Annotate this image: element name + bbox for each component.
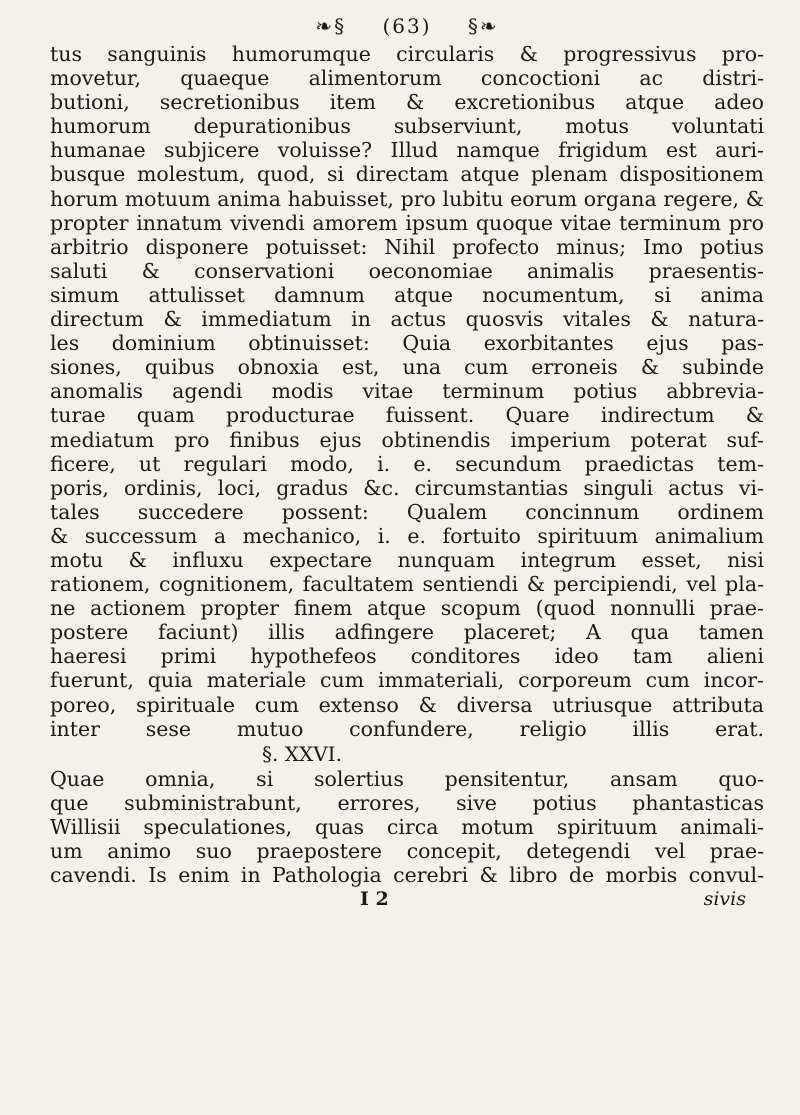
text-line: tus sanguinis humorumque circularis & progressivus pro- bbox=[50, 42, 764, 66]
text-line: rationem, cognitionem, facultatem sentiendi & percipiendi, vel pla- bbox=[50, 572, 764, 597]
text-line: arbitrio disponere potuisset: Nihil profecto minus; Imo potius bbox=[50, 234, 764, 259]
text-line: que subministrabunt, errores, sive potius phantasticas bbox=[50, 790, 764, 815]
paragraph-1 bbox=[50, 42, 764, 741]
text-line: saluti & conservationi oeconomiae animalis praesentis- bbox=[50, 258, 764, 283]
text-line: movetur, quaeque alimentorum concoctioni ac distri- bbox=[50, 66, 764, 91]
text-line: tales succedere possent: Qualem concinnum ordinem bbox=[50, 499, 764, 524]
text-line: poreo, spirituale cum extenso & diversa utriusque attributa bbox=[50, 692, 764, 717]
text-line: Quae omnia, si solertius pensitentur, ansam quo- bbox=[50, 766, 764, 791]
text-line: inter sese mutuo confundere, religio illis erat. bbox=[50, 716, 764, 741]
left-ornament: ❧§ bbox=[315, 14, 347, 38]
text-line: propter innatum vivendi amorem ipsum quoque vitae terminum pro bbox=[50, 210, 764, 235]
text-line: siones, quibus obnoxia est, una cum erroneis & subinde bbox=[50, 355, 764, 380]
text-line: directum & immediatum in actus quosvis vitales & natura- bbox=[50, 307, 764, 332]
text-line: Willisii speculationes, quas circa motum spirituum animali- bbox=[50, 814, 764, 839]
text-line: fuerunt, quia materiale cum immateriali, corporeum cum incor- bbox=[50, 668, 764, 693]
right-ornament: §❧ bbox=[467, 14, 499, 38]
text-line: anomalis agendi modis vitae terminum potius abbrevia- bbox=[50, 379, 764, 404]
paragraph-2 bbox=[50, 767, 764, 887]
text-line: ficere, ut regulari modo, i. e. secundum praedictas tem- bbox=[50, 451, 764, 476]
text-line: motu & influxu expectare nunquam integrum esset, nisi bbox=[50, 547, 764, 572]
text-line: les dominium obtinuisset: Quia exorbitantes ejus pas- bbox=[50, 331, 764, 356]
page-header bbox=[50, 14, 764, 38]
text-line: humanae subjicere voluisse? Illud namque frigidum est auri- bbox=[50, 138, 764, 163]
section-heading: §. XXVI. bbox=[262, 741, 342, 766]
text-line: humorum depurationibus subserviunt, motus voluntati bbox=[50, 114, 764, 139]
signature-mark: I 2 bbox=[360, 888, 389, 911]
text-line: turae quam producturae fuissent. Quare indirectum & bbox=[50, 403, 764, 428]
text-line: butioni, secretionibus item & excretionibus atque adeo bbox=[50, 90, 764, 115]
text-line: postere faciunt) illis adfingere placeret; A qua tamen bbox=[50, 620, 764, 645]
text-line: busque molestum, quod, si directam atque plenam dispositionem bbox=[50, 162, 764, 187]
catchword: sivis bbox=[703, 888, 746, 911]
text-line: horum motuum anima habuisset, pro lubitu eorum organa regere, & bbox=[50, 186, 764, 211]
text-line: ne actionem propter finem atque scopum (quod nonnulli prae- bbox=[50, 596, 764, 621]
page-footer bbox=[50, 887, 764, 911]
text-line: simum attulisset damnum atque nocumentum, si anima bbox=[50, 282, 764, 307]
text-line: mediatum pro finibus ejus obtinendis imperium poterat suf- bbox=[50, 427, 764, 452]
text-line: & successum a mechanico, i. e. fortuito spirituum animalium bbox=[50, 523, 764, 548]
text-line: um animo suo praepostere concepit, detegendi vel prae- bbox=[50, 839, 764, 863]
text-line: poris, ordinis, loci, gradus &c. circumstantias singuli actus vi- bbox=[50, 475, 764, 500]
text-line: cavendi. Is enim in Pathologia cerebri & libro de morbis convul- bbox=[50, 863, 764, 888]
page-number: (63) bbox=[382, 14, 432, 38]
text-line: haeresi primi hypothefeos conditores ideo tam alieni bbox=[50, 644, 764, 669]
